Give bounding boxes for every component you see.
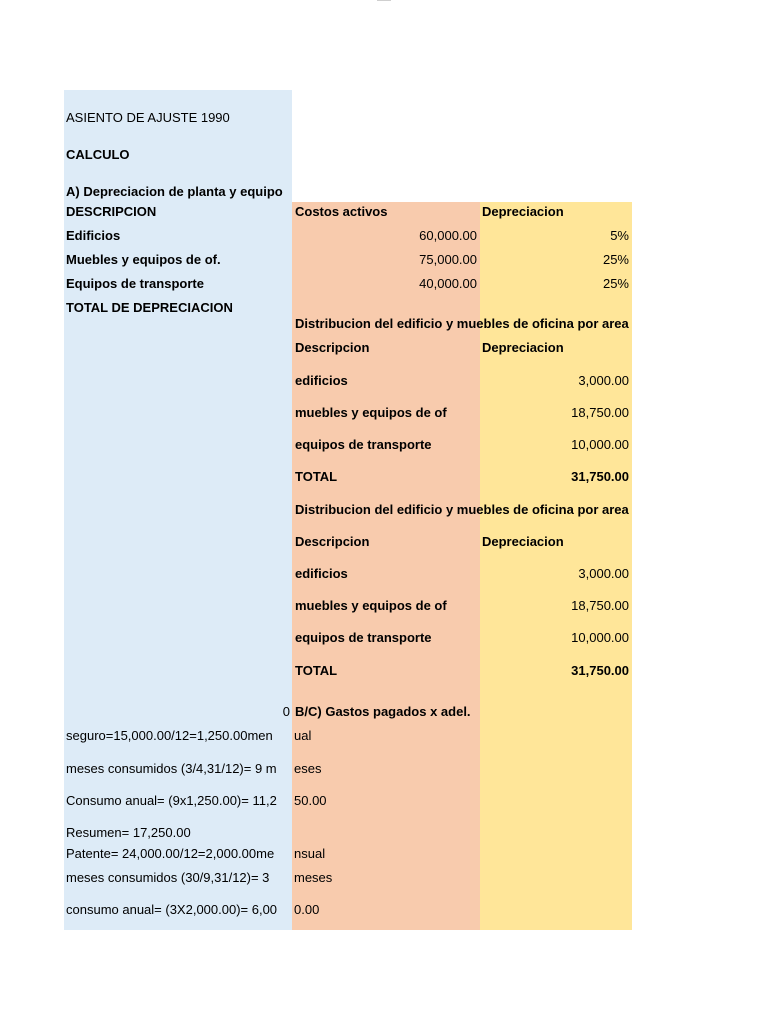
bc-zero-value: 0	[282, 704, 290, 719]
table1-row-rate: 25%	[602, 252, 629, 267]
dist2-total-label: TOTAL	[295, 663, 338, 678]
bc-line-left: seguro=15,000.00/12=1,250.00men	[66, 728, 273, 743]
bc-heading: B/C) Gastos pagados x adel.	[295, 704, 471, 719]
table1-row-label: Equipos de transporte	[66, 276, 204, 291]
bc-line-left: meses consumidos (30/9,31/12)= 3	[66, 870, 270, 885]
table1-row-rate: 25%	[602, 276, 629, 291]
dist1-row-label: muebles y equipos de of	[295, 405, 447, 420]
bc-line-right: ual	[294, 728, 312, 743]
dist1-row-label: equipos de transporte	[295, 437, 432, 452]
bc-line-right: meses	[294, 870, 333, 885]
dist2-row-value: 18,750.00	[571, 598, 629, 613]
bc-line-left: Patente= 24,000.00/12=2,000.00me	[66, 846, 275, 861]
dist2-row-value: 10,000.00	[571, 630, 629, 645]
calculo-label: CALCULO	[66, 147, 130, 162]
table1-header-costos: Costos activos	[295, 204, 388, 219]
bc-line-right: eses	[294, 761, 322, 776]
table1-row-rate: 5%	[610, 228, 629, 243]
dist2-col-depreciacion: Depreciacion	[482, 534, 564, 549]
page-top-mark	[377, 0, 391, 1]
dist1-total-label: TOTAL	[295, 469, 338, 484]
dist1-total-value: 31,750.00	[571, 469, 629, 484]
dist1-row-label: edificios	[295, 373, 348, 388]
table1-total-label: TOTAL DE DEPRECIACION	[66, 300, 233, 315]
bc-line-right: 50.00	[294, 793, 327, 808]
bc-line-left: meses consumidos (3/4,31/12)= 9 m	[66, 761, 277, 776]
table1-row-label: Muebles y equipos de of.	[66, 252, 221, 267]
dist2-col-descripcion: Descripcion	[295, 534, 370, 549]
sheet-title: ASIENTO DE AJUSTE 1990	[66, 110, 230, 125]
bc-line-left: Consumo anual= (9x1,250.00)= 11,2	[66, 793, 277, 808]
dist1-row-value: 18,750.00	[571, 405, 629, 420]
dist2-row-value: 3,000.00	[578, 566, 629, 581]
bc-line-right: nsual	[294, 846, 326, 861]
table1-row-label: Edificios	[66, 228, 121, 243]
dist2-total-value: 31,750.00	[571, 663, 629, 678]
table1-header-depreciacion: Depreciacion	[482, 204, 564, 219]
dist2-row-label: muebles y equipos de of	[295, 598, 447, 613]
dist1-col-descripcion: Descripcion	[295, 340, 370, 355]
table1-header-descripcion: DESCRIPCION	[66, 204, 157, 219]
dist1-row-value: 10,000.00	[571, 437, 629, 452]
table1-row-cost: 40,000.00	[419, 276, 477, 291]
dist2-row-label: edificios	[295, 566, 348, 581]
dist2-row-label: equipos de transporte	[295, 630, 432, 645]
bc-line-left: Resumen= 17,250.00	[66, 825, 191, 840]
table1-row-cost: 60,000.00	[419, 228, 477, 243]
dist1-heading: Distribucion del edificio y muebles de oficina por area	[295, 316, 629, 331]
dist1-col-depreciacion: Depreciacion	[482, 340, 564, 355]
bc-line-right: 0.00	[294, 902, 320, 917]
section-a-title: A) Depreciacion de planta y equipo	[66, 184, 283, 199]
dist2-heading: Distribucion del edificio y muebles de oficina por area	[295, 502, 629, 517]
dist1-row-value: 3,000.00	[578, 373, 629, 388]
bc-line-left: consumo anual= (3X2,000.00)= 6,00	[66, 902, 278, 917]
table1-row-cost: 75,000.00	[419, 252, 477, 267]
